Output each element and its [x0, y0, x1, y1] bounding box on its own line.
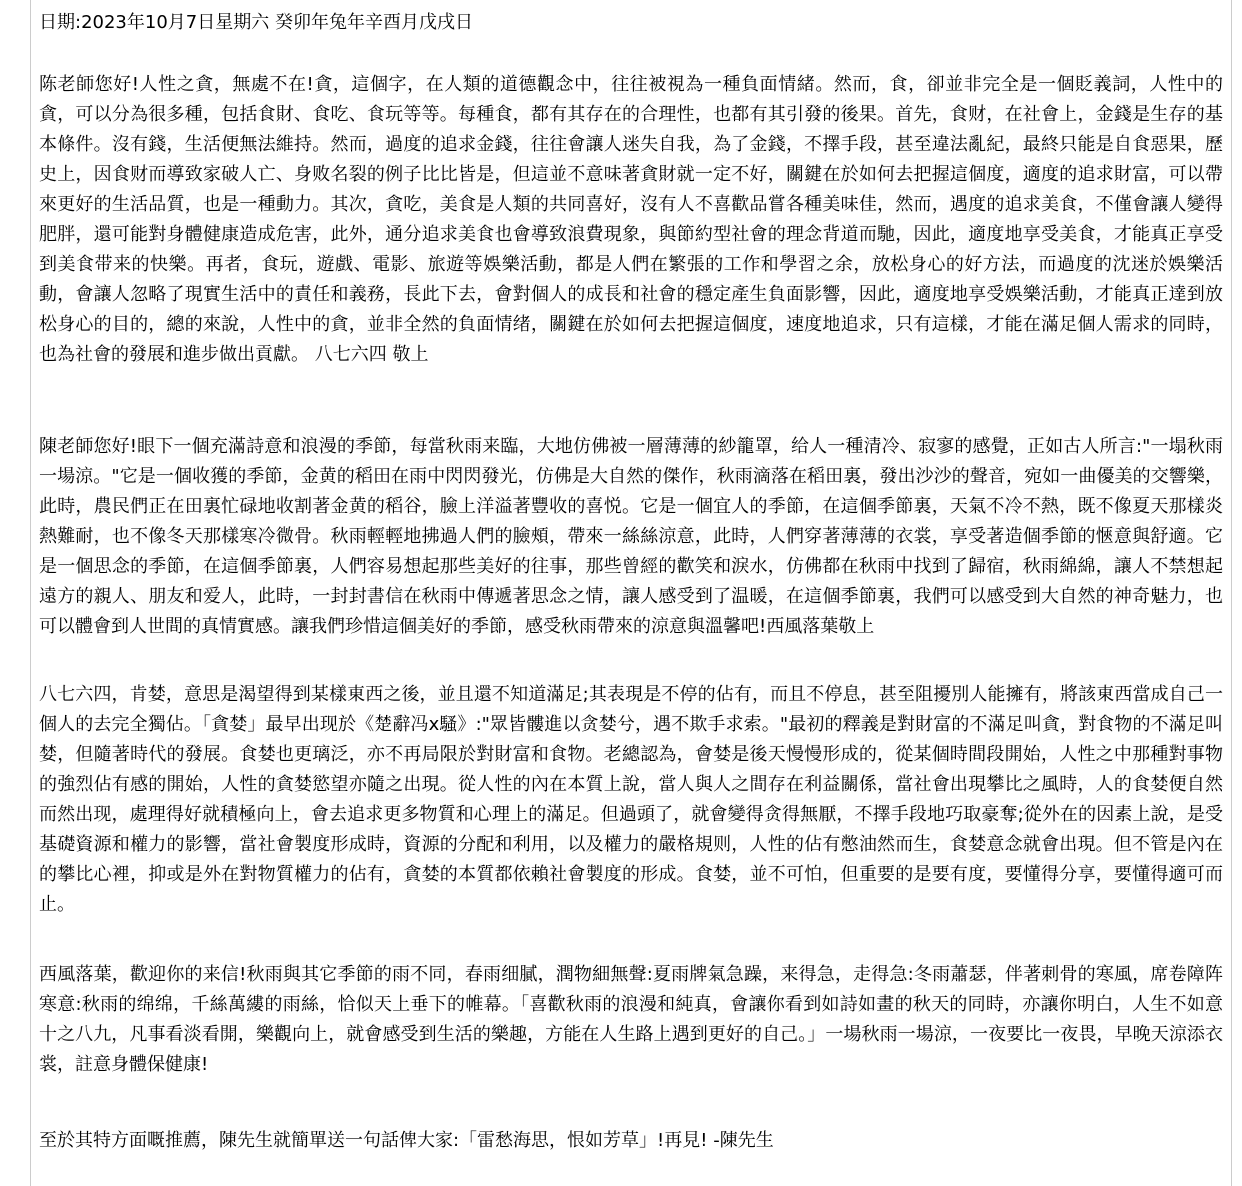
- paragraph-autumn-rain-reply: 西風落葉，歡迎你的来信!秋雨與其它季節的雨不同，春雨细膩，潤物細無聲:夏雨牌氣急躁，来得急，走得急:冬雨蕭瑟，伴著刺骨的寒風，席卷障阵寒意:秋雨的绵绵，千絲萬縷的雨絲，恰似天上垂下的帷幕。「喜歡秋雨的浪漫和純真，會讓你看到如詩如畫的秋天的同時，亦讓你明白，人生不如意十之八九，凡事看淡看開，樂觀向上，就會感受到生活的樂趣，方能在人生路上遇到更好的自己。」一場秋雨一場涼，一夜要比一夜畏，早晚天涼添衣裳，註意身體保健康!: [39, 964, 1223, 1075]
- paragraph-greed-letter: 陈老師您好!人性之貪，無處不在!貪，這個字，在人類的道德觀念中，往往被視為一種負面情緒。然而，食，卻並非完全是一個貶義詞，人性中的貪，可以分為很多種，包括食財、食吃、食玩等等。每種食，都有其存在的合理性，也都有其引發的後果。首先，食财，在社會上，金錢是生存的基本條件。沒有錢，生活便無法維持。然而，過度的追求金錢，往往會讓人迷失自我，為了金錢，不擇手段，甚至違法亂紀，最終只能是自食惡果，歷史上，因食财而導致家破人亡、身败名裂的例子比比皆是，但這並不意味著貪財就一定不好，關鍵在於如何去把握這個度，適度的追求財富，可以帶來更好的生活品質，也是一種動力。其次，貪吃，美食是人類的共同喜好，沒有人不喜歡品嘗各種美味佳，然而，遇度的追求美食，不僅會讓人變得肥胖，還可能對身體健康造成危害，此外，通分追求美食也會導致浪費現象，與節約型社會的理念背道而馳，因此，適度地享受美食，才能真正享受到美食带来的快樂。再者，食玩，遊戲、電影、旅遊等娛樂活動，都是人們在繁張的工作和學習之余，放松身心的好方法，而過度的沈迷於娛樂活動，會讓人忽略了現實生活中的責任和義務，長此下去，會對個人的成長和社會的穩定產生負面影響，因此，適度地享受娛樂活動，才能真正達到放松身心的目的，總的來說，人性中的貪，並非全然的負面情绪，關鍵在於如何去把握這個度，速度地追求，只有這樣，才能在滿足個人需求的同時，也為社會的發展和進步做出貢獻。 八七六四 敬上: [39, 74, 1223, 365]
- document-page: [30, 0, 1232, 1186]
- date-line: 日期:2023年10月7日星期六 癸卯年兔年辛酉月戊戌日: [39, 12, 473, 33]
- paragraph-autumn-rain-letter: 陳老師您好!眼下一個充滿詩意和浪漫的季節，每當秋雨来臨，大地仿佛被一層薄薄的紗籠罩，给人一種清冷、寂寥的感覺，正如古人所言:"一塌秋雨一場涼。"它是一個收獲的季節，金黄的稻田在雨中閃閃發光，仿佛是大自然的傑作，秋雨滴落在稻田裏，發出沙沙的聲音，宛如一曲優美的交響樂，此時，農民們正在田裏忙碌地收割著金黄的稻谷，臉上洋溢著豐收的喜悦。它是一個宜人的季節，在這個季節裏，天氣不冷不熱，既不像夏天那樣炎熱難耐，也不像冬天那樣寒冷微骨。秋雨輕輕地拂過人們的臉頰，帶來一絲絲涼意，此時，人們穿著薄薄的衣裳，享受著造個季節的愜意與舒適。它是一個思念的季節，在這個季節裏，人們容易想起那些美好的往事，那些曾經的歡笑和淚水，仿佛都在秋雨中找到了歸宿，秋雨綿綿，讓人不禁想起遠方的親人、朋友和爱人，此時，一封封書信在秋雨中傳遞著思念之情，讓人感受到了温暖，在這個季節裏，我們可以感受到大自然的神奇魅力，也可以體會到人世間的真情實感。讓我們珍惜這個美好的季節，感受秋雨帶來的涼意與溫馨吧!西風落葉敬上: [39, 436, 1223, 637]
- paragraph-closing-line: 至於其特方面嘅推薦，陳先生就簡單送一句話俾大家:「雷愁海思，恨如芳草」!再見! -陳先生: [39, 1130, 774, 1151]
- paragraph-greed-reply: 八七六四，肯婪，意思是渴望得到某樣東西之後，並且還不知道滿足;其表現是不停的佔有，而且不停息，甚至阻擾別人能擁有，將該東西當成自己一個人的去完全獨佔。「貪婪」最早出现於《楚辭冯x騷》:"眾皆髏進以贪婪兮，遇不欺手求索。"最初的釋義是對財富的不滿足叫貪，對食物的不滿足叫婪，但隨著時代的發展。食婪也更璃泛，亦不再局限於對財富和食物。老總認為，會婪是後天慢慢形成的，從某個時間段開始，人性之中那種對事物的強烈佔有感的開始，人性的貪婪慾望亦隨之出現。從人性的內在本質上說，當人與人之間存在利益關係，當社會出現攀比之風時，人的食婪便自然而然出现，處理得好就積極向上，會去追求更多物質和心理上的滿足。但過頭了，就會變得贪得無厭，不擇手段地巧取豪奪;從外在的因素上說，是受基礎資源和權力的影響，當社會製度形成時，資源的分配和利用，以及權力的嚴格規则，人性的佔有憋油然而生，食婪意念就會出現。但不管是內在的攀比心裡，抑或是外在對物質權力的佔有，貪婪的本質都依賴社會製度的形成。食婪，並不可怕，但重要的是要有度，要懂得分享，要懂得適可而止。: [39, 684, 1223, 915]
